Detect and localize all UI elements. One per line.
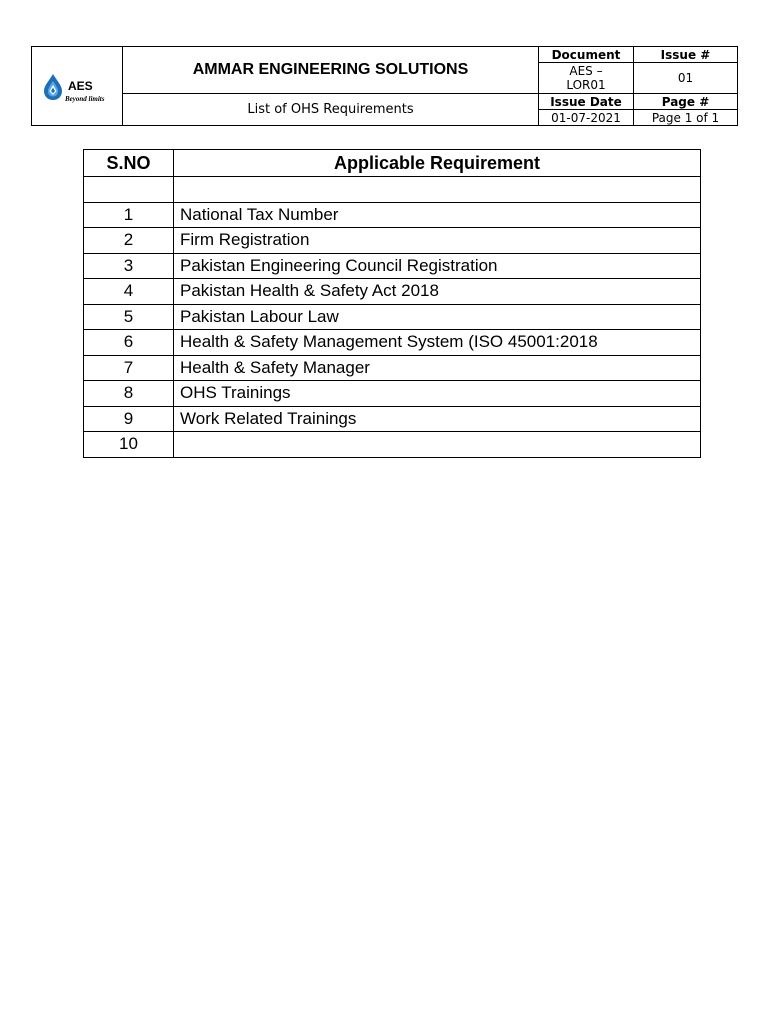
document-subtitle: List of OHS Requirements (123, 94, 539, 125)
sno-cell: 10 (84, 432, 174, 458)
table-row (84, 202, 701, 228)
page-number-value: Page 1 of 1 (651, 110, 720, 125)
table-row (84, 279, 701, 305)
table-row (84, 177, 701, 203)
requirement-cell: Health & Safety Manager (174, 355, 701, 381)
sno-cell: 5 (84, 304, 174, 330)
requirement-cell: National Tax Number (174, 202, 701, 228)
sno-column-header: S.NO (84, 150, 174, 177)
requirement-cell: Pakistan Engineering Council Registration (174, 253, 701, 279)
requirement-cell: Pakistan Labour Law (174, 304, 701, 330)
sno-cell (84, 177, 174, 203)
table-row (84, 432, 701, 458)
requirement-cell: Firm Registration (174, 228, 701, 254)
requirement-cell: Work Related Trainings (174, 406, 701, 432)
sno-cell: 8 (84, 381, 174, 407)
issue-number-value: 01 (634, 63, 737, 94)
requirement-column-header: Applicable Requirement (174, 150, 701, 177)
sno-cell: 2 (84, 228, 174, 254)
table-row (84, 406, 701, 432)
page-number-label: Page # (634, 94, 737, 110)
sno-cell: 4 (84, 279, 174, 305)
sno-cell: 1 (84, 202, 174, 228)
document-meta (539, 47, 737, 125)
requirement-cell (174, 432, 701, 458)
table-header-row (84, 150, 701, 177)
water-drop-logo-icon (41, 73, 65, 101)
document-header (31, 46, 738, 126)
table-row (84, 355, 701, 381)
issue-number-label: Issue # (634, 47, 737, 63)
document-label: Document (539, 47, 634, 63)
company-title: AMMAR ENGINEERING SOLUTIONS (123, 47, 539, 94)
table-row (84, 330, 701, 356)
table-row (84, 304, 701, 330)
requirements-table (83, 149, 701, 458)
sno-cell: 9 (84, 406, 174, 432)
sno-cell: 7 (84, 355, 174, 381)
requirement-cell: Health & Safety Management System (ISO 45001:2018 (174, 330, 701, 356)
table-row (84, 228, 701, 254)
table-row (84, 381, 701, 407)
issue-date-label: Issue Date (539, 94, 634, 110)
requirement-cell: Pakistan Health & Safety Act 2018 (174, 279, 701, 305)
requirement-cell: OHS Trainings (174, 381, 701, 407)
logo-cell (32, 47, 123, 125)
table-row (84, 253, 701, 279)
sno-cell: 6 (84, 330, 174, 356)
document-code: AES – LOR01 (539, 63, 634, 94)
sno-cell: 3 (84, 253, 174, 279)
logo-name: AES (68, 79, 93, 93)
logo-tagline: Beyond limits (65, 95, 105, 103)
requirement-cell (174, 177, 701, 203)
issue-date-value: 01-07-2021 (539, 110, 634, 125)
